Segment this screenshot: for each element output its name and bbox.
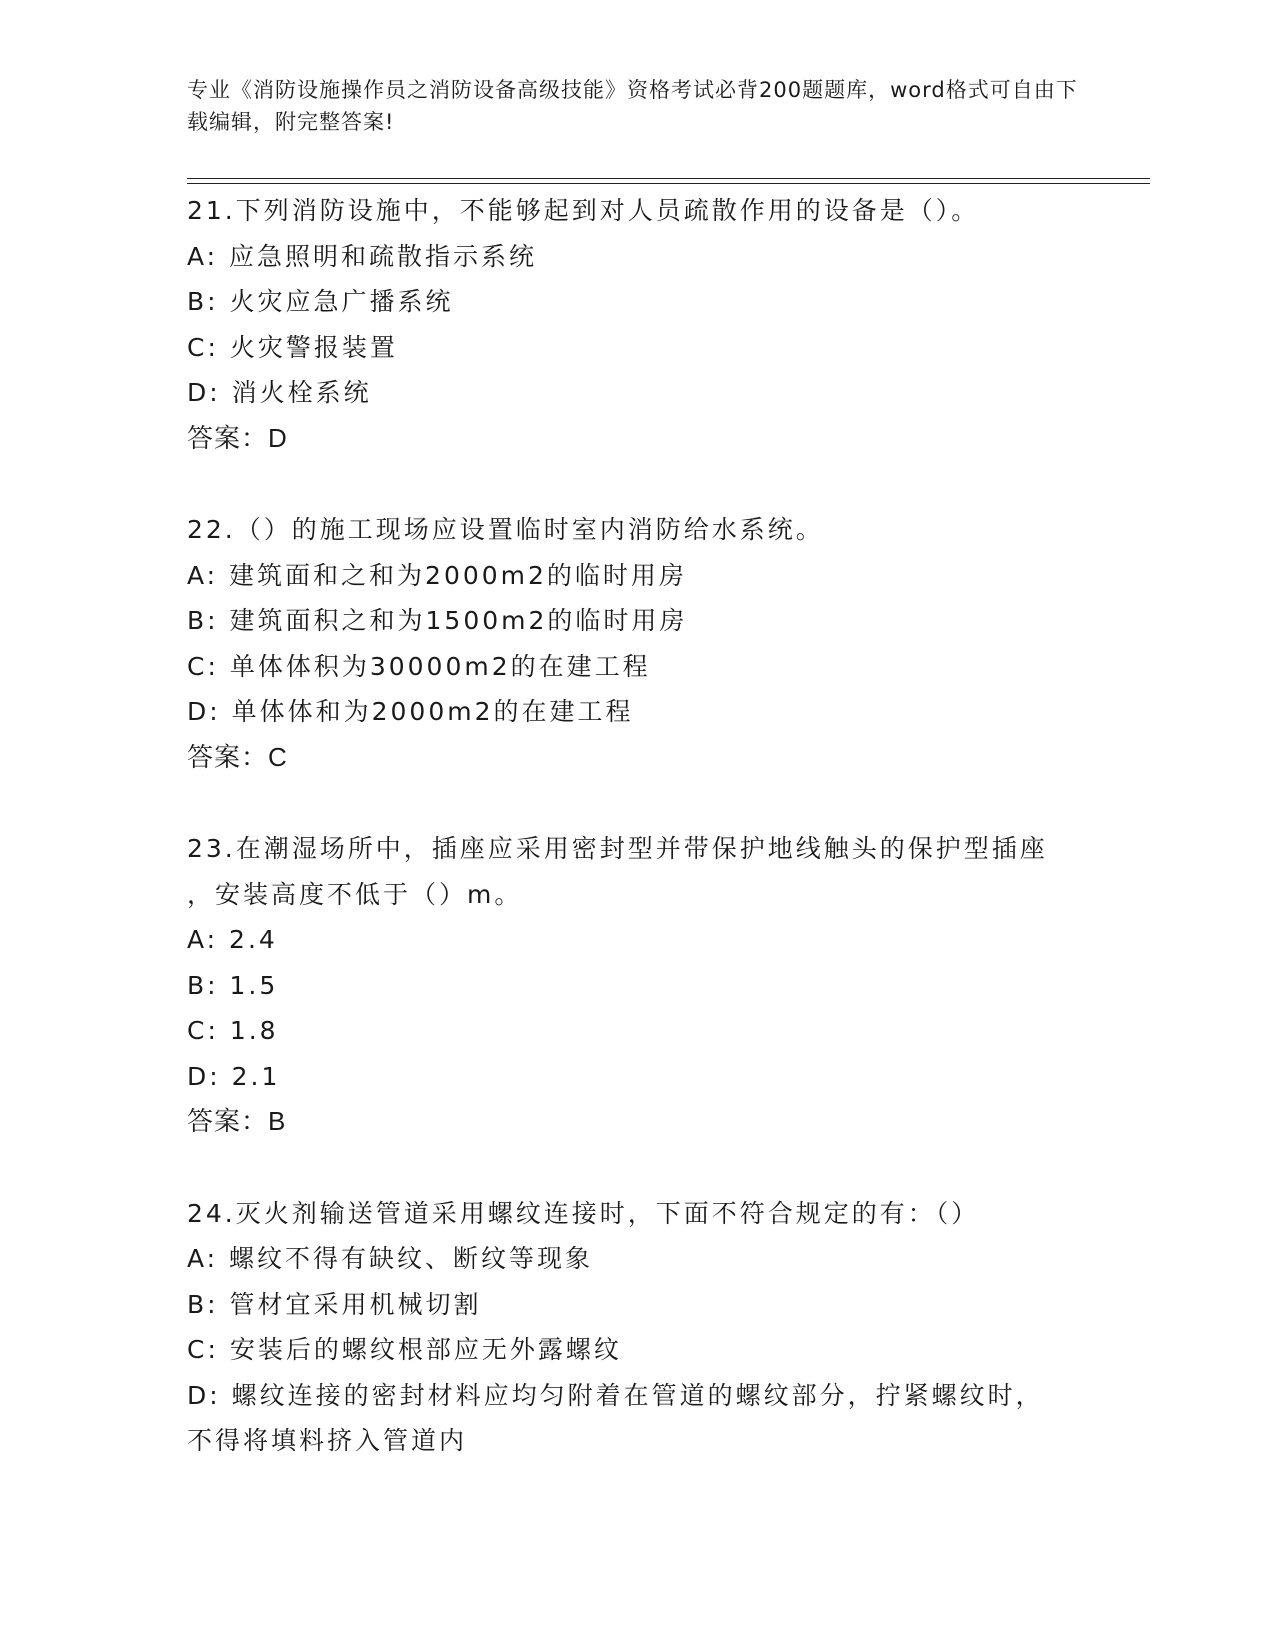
option-c: C: 单体体积为30000m2的在建工程 — [187, 651, 651, 681]
question-stem: 22.（）的施工现场应设置临时室内消防给水系统。 — [187, 515, 824, 544]
question-21 — [187, 188, 1087, 461]
option-a: A: 建筑面和之和为2000m2的临时用房 — [187, 560, 687, 590]
question-stem: 24.灭火剂输送管道采用螺纹连接时，下面不符合规定的有：（） — [187, 1198, 980, 1228]
option-b: B: 火灾应急广播系统 — [187, 287, 454, 316]
question-22 — [187, 507, 1087, 780]
answer-label: 答案：C — [187, 741, 288, 772]
header-divider-top — [187, 178, 1150, 179]
option-d: D: 消火栓系统 — [187, 378, 372, 407]
question-stem-line-2: ，安装高度不低于（）m。 — [187, 879, 523, 909]
option-a: A: 应急照明和疏散指示系统 — [187, 241, 538, 271]
option-b: B: 管材宜采用机械切割 — [187, 1289, 482, 1319]
option-c: C: 火灾警报装置 — [187, 332, 398, 362]
option-d: D: 单体体和为2000m2的在建工程 — [187, 697, 634, 726]
option-b: B: 建筑面积之和为1500m2的临时用房 — [187, 606, 688, 635]
option-d-line-2: 不得将填料挤入管道内 — [187, 1426, 468, 1455]
header-divider-bottom — [187, 183, 1150, 184]
option-d-line-1: D: 螺纹连接的密封材料应均匀附着在管道的螺纹部分，拧紧螺纹时， — [187, 1380, 1044, 1410]
option-a: A: 2.4 — [187, 925, 278, 954]
question-stem-line-1: 23.在潮湿场所中，插座应采用密封型并带保护地线触头的保护型插座 — [187, 834, 1048, 863]
question-24 — [187, 1191, 1087, 1464]
answer-label: 答案：D — [187, 422, 288, 453]
option-b: B: 1.5 — [187, 970, 279, 1000]
question-23 — [187, 826, 1087, 1145]
question-stem: 21.下列消防设施中，不能够起到对人员疏散作用的设备是（）。 — [187, 196, 980, 225]
option-c: C: 安装后的螺纹根部应无外露螺纹 — [187, 1335, 622, 1364]
option-c: C: 1.8 — [187, 1016, 279, 1045]
option-a: A: 螺纹不得有缺纹、断纹等现象 — [187, 1244, 594, 1273]
answer-label: 答案：B — [187, 1106, 287, 1136]
document-header: 专业《消防设施操作员之消防设备高级技能》资格考试必背200题题库，word格式可自由下载编辑，附完整答案! — [187, 78, 1078, 134]
option-d: D: 2.1 — [187, 1061, 281, 1091]
question-list — [187, 188, 1087, 1510]
